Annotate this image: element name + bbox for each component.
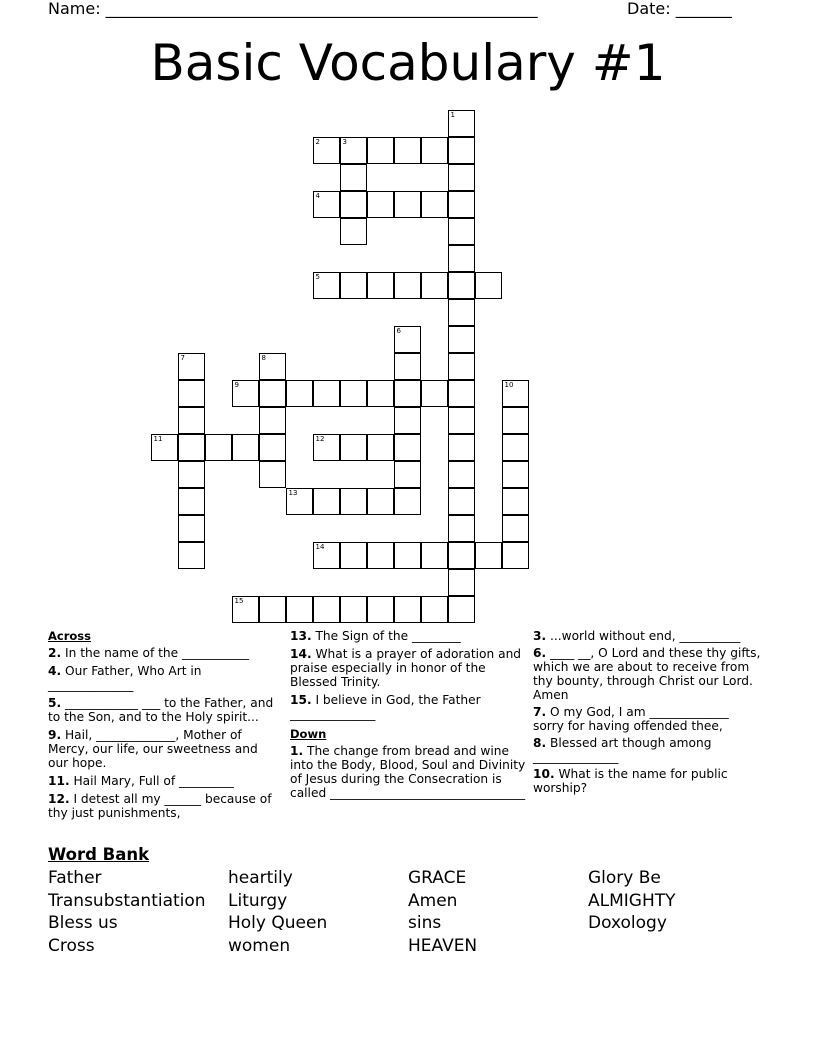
word-bank-word: women — [228, 935, 291, 956]
grid-cell[interactable] — [394, 542, 421, 569]
clue-text: What is the name for public worship? — [533, 767, 728, 795]
grid-cell[interactable] — [394, 596, 421, 623]
clue-number-label: 1. — [290, 744, 304, 758]
grid-cell[interactable] — [448, 407, 475, 434]
clue-text: I detest all my ______ because of thy just punishments, — [48, 792, 272, 820]
page-title: Basic Vocabulary #1 — [150, 34, 666, 92]
grid-cell[interactable] — [448, 461, 475, 488]
word-bank-word: GRACE — [408, 868, 467, 888]
clue-item — [48, 792, 278, 820]
date-line[interactable]: Date: _______ — [627, 0, 732, 18]
grid-cell[interactable] — [448, 191, 475, 218]
grid-cell[interactable] — [178, 488, 205, 515]
grid-cell[interactable] — [367, 488, 394, 515]
grid-cell[interactable] — [178, 515, 205, 542]
word-bank-word: Transubstantiation — [48, 890, 206, 911]
clue-number-label: 12. — [48, 792, 70, 806]
grid-cell[interactable] — [421, 596, 448, 623]
grid-cell[interactable] — [502, 461, 529, 488]
word-bank-column — [228, 867, 327, 957]
grid-cell[interactable] — [421, 380, 448, 407]
grid-cell[interactable] — [340, 542, 367, 569]
grid-cell[interactable] — [313, 380, 340, 407]
clue-number-label: 13. — [290, 629, 312, 643]
grid-cell[interactable] — [502, 515, 529, 542]
clue-item — [533, 767, 763, 795]
clues-column-3 — [533, 629, 763, 798]
grid-cell[interactable] — [367, 137, 394, 164]
grid-cell[interactable] — [448, 434, 475, 461]
clue-text: Hail, _____________, Mother of Mercy, our life, our sweetness and our hope. — [48, 728, 258, 770]
clue-number-label: 3. — [533, 629, 547, 643]
word-bank-word: heartily — [228, 868, 293, 888]
clue-number: 4 — [315, 192, 320, 200]
clue-item — [533, 646, 763, 702]
grid-cell[interactable] — [259, 407, 286, 434]
clue-number-label: 10. — [533, 767, 555, 781]
clue-number-label: 11. — [48, 774, 70, 788]
word-bank-word: Liturgy — [228, 890, 288, 911]
grid-cell[interactable] — [448, 164, 475, 191]
grid-cell[interactable] — [421, 137, 448, 164]
grid-cell[interactable] — [367, 542, 394, 569]
grid-cell[interactable] — [367, 191, 394, 218]
grid-cell[interactable] — [448, 218, 475, 245]
clue-number: 10 — [504, 381, 514, 389]
clue-number: 7 — [180, 354, 185, 362]
clue-text: The Sign of the ________ — [311, 629, 461, 643]
grid-cell[interactable] — [502, 542, 529, 569]
clue-text: What is a prayer of adoration and praise especially in honor of the Blessed Trinity. — [290, 647, 522, 689]
clue-item — [48, 696, 278, 724]
grid-cell[interactable] — [394, 353, 421, 380]
grid-cell[interactable] — [394, 434, 421, 461]
clue-number: 6 — [396, 327, 401, 335]
grid-cell[interactable] — [448, 596, 475, 623]
word-bank-word: HEAVEN — [408, 935, 478, 956]
clue-number-label: 8. — [533, 736, 547, 750]
clue-number: 3 — [342, 138, 347, 146]
grid-cell[interactable] — [475, 542, 502, 569]
grid-cell[interactable] — [448, 245, 475, 272]
clue-item — [48, 646, 278, 660]
word-bank-word: sins — [408, 913, 442, 934]
grid-cell[interactable] — [259, 380, 286, 407]
clue-number: 9 — [234, 381, 239, 389]
clue-text: Blessed art though among ______________ — [533, 736, 712, 764]
word-bank-word: Cross — [48, 935, 95, 956]
grid-cell[interactable] — [259, 596, 286, 623]
clue-number: 11 — [153, 435, 163, 443]
clue-item — [48, 664, 278, 692]
clue-number: 14 — [315, 543, 325, 551]
clue-item — [48, 774, 278, 788]
grid-cell[interactable] — [367, 380, 394, 407]
grid-cell[interactable] — [502, 434, 529, 461]
word-bank-word: Bless us — [48, 913, 118, 934]
clue-item — [533, 629, 763, 643]
clue-number: 13 — [288, 489, 298, 497]
clue-number: 8 — [261, 354, 266, 362]
clue-item — [290, 647, 530, 689]
grid-cell[interactable] — [340, 488, 367, 515]
grid-cell[interactable] — [313, 488, 340, 515]
clue-item — [48, 728, 278, 770]
name-line[interactable]: Name: ______________________________________________________ — [48, 0, 538, 18]
clue-number-label: 9. — [48, 728, 62, 742]
grid-cell[interactable] — [178, 380, 205, 407]
grid-cell[interactable] — [286, 380, 313, 407]
clue-number: 2 — [315, 138, 320, 146]
across-heading: Across — [48, 629, 91, 643]
grid-cell[interactable] — [340, 272, 367, 299]
clue-text: ...world without end, __________ — [546, 629, 741, 643]
down-heading: Down — [290, 727, 327, 741]
grid-cell[interactable] — [394, 407, 421, 434]
grid-cell[interactable] — [394, 461, 421, 488]
clue-text: Our Father, Who Art in ______________ — [48, 664, 202, 692]
clues-column-2 — [290, 629, 530, 804]
grid-cell[interactable] — [421, 191, 448, 218]
grid-cell[interactable] — [475, 272, 502, 299]
clues-column-1 — [48, 629, 278, 824]
grid-cell[interactable] — [448, 542, 475, 569]
clue-text: O my God, I am _____________ sorry for having offended thee, — [533, 705, 729, 733]
grid-cell[interactable] — [394, 137, 421, 164]
clue-text: ____ __, O Lord and these thy gifts, which we are about to receive from thy bounty, through Christ our Lord. Amen — [533, 646, 761, 702]
grid-cell[interactable] — [502, 488, 529, 515]
grid-cell[interactable] — [448, 272, 475, 299]
grid-cell[interactable] — [421, 272, 448, 299]
word-bank-word: Holy Queen — [228, 913, 328, 934]
clue-number-label: 2. — [48, 646, 62, 660]
grid-cell[interactable] — [340, 164, 367, 191]
clue-item — [290, 744, 530, 800]
grid-cell[interactable] — [448, 326, 475, 353]
grid-cell[interactable] — [448, 515, 475, 542]
clue-text: In the name of the ___________ — [61, 646, 250, 660]
grid-cell[interactable] — [367, 272, 394, 299]
grid-cell[interactable] — [205, 434, 232, 461]
clue-text: I believe in God, the Father ______________ — [290, 693, 481, 721]
word-bank-word: Doxology — [588, 913, 667, 934]
grid-cell[interactable] — [340, 434, 367, 461]
grid-cell[interactable] — [367, 596, 394, 623]
clue-number-label: 14. — [290, 647, 312, 661]
grid-cell[interactable] — [502, 407, 529, 434]
grid-cell[interactable] — [259, 461, 286, 488]
word-bank-word: Amen — [408, 890, 458, 911]
clue-number: 5 — [315, 273, 320, 281]
clue-number: 1 — [450, 111, 455, 119]
word-bank-column — [588, 867, 676, 935]
clue-number-label: 15. — [290, 693, 312, 707]
grid-cell[interactable] — [448, 569, 475, 596]
grid-cell[interactable] — [448, 353, 475, 380]
clue-text: Hail Mary, Full of _________ — [69, 774, 234, 788]
clue-number: 12 — [315, 435, 325, 443]
grid-cell[interactable] — [340, 380, 367, 407]
grid-cell[interactable] — [340, 218, 367, 245]
grid-cell[interactable] — [448, 488, 475, 515]
grid-cell[interactable] — [394, 191, 421, 218]
grid-cell[interactable] — [421, 542, 448, 569]
grid-cell[interactable] — [313, 596, 340, 623]
grid-cell[interactable] — [367, 434, 394, 461]
word-bank-word: Father — [48, 868, 102, 888]
clue-number-label: 4. — [48, 664, 62, 678]
grid-cell[interactable] — [259, 434, 286, 461]
word-bank-word: Glory Be — [588, 868, 661, 888]
grid-cell[interactable] — [178, 461, 205, 488]
word-bank-column — [48, 867, 206, 957]
grid-cell[interactable] — [340, 596, 367, 623]
clue-number: 15 — [234, 597, 244, 605]
grid-cell[interactable] — [178, 434, 205, 461]
clue-item — [290, 629, 530, 643]
clue-number-label: 6. — [533, 646, 547, 660]
clue-text: ____________ ___ to the Father, and to the Son, and to the Holy spirit... — [48, 696, 274, 724]
grid-cell[interactable] — [448, 299, 475, 326]
word-bank-column — [408, 867, 477, 957]
clue-number-label: 7. — [533, 705, 547, 719]
grid-cell[interactable] — [340, 191, 367, 218]
clue-number-label: 5. — [48, 696, 62, 710]
grid-cell[interactable] — [394, 488, 421, 515]
grid-cell[interactable] — [178, 407, 205, 434]
grid-cell[interactable] — [232, 434, 259, 461]
clue-item — [290, 693, 530, 721]
grid-cell[interactable] — [394, 272, 421, 299]
clue-text: The change from bread and wine into the Body, Blood, Soul and Divinity of Jesus during the Consecration is called ________________________________ — [290, 744, 526, 800]
clue-item — [533, 736, 763, 764]
clue-item — [533, 705, 763, 733]
grid-cell[interactable] — [448, 137, 475, 164]
grid-cell[interactable] — [448, 380, 475, 407]
grid-cell[interactable] — [286, 596, 313, 623]
word-bank-title: Word Bank — [48, 845, 150, 864]
grid-cell[interactable] — [394, 380, 421, 407]
grid-cell[interactable] — [178, 542, 205, 569]
word-bank-word: ALMIGHTY — [588, 890, 676, 911]
